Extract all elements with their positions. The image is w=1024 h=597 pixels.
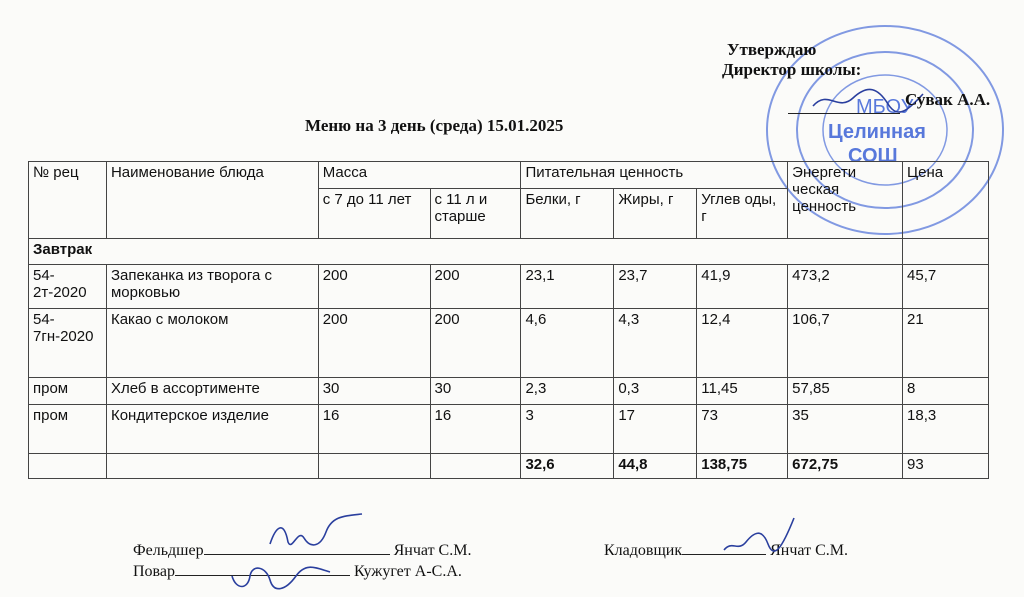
cell-fat: 4,3 [614, 309, 697, 378]
cell-protein: 3 [521, 405, 614, 454]
col-header-mass-young: с 7 до 11 лет [318, 189, 430, 239]
cell-energy: 473,2 [788, 265, 903, 309]
cell-name: Кондитерское изделие [106, 405, 318, 454]
cell-empty [29, 454, 107, 479]
total-price: 93 [903, 454, 989, 479]
page-title: Меню на 3 день (среда) 15.01.2025 [305, 116, 564, 135]
total-protein: 32,6 [521, 454, 614, 479]
cell-empty [318, 454, 430, 479]
approval-block [722, 40, 861, 80]
cell-carbs: 41,9 [697, 265, 788, 309]
section-empty-cell [903, 239, 989, 265]
director-title: Директор школы: [722, 60, 862, 79]
storekeeper-label: Кладовщик [604, 542, 683, 559]
director-name: Сувак А.А. [905, 90, 991, 109]
cell-mass-young: 200 [318, 265, 430, 309]
table-row [29, 265, 989, 309]
col-header-nutrition: Питательная ценность [521, 162, 788, 189]
cell-carbs: 11,45 [697, 378, 788, 405]
cell-name: Какао с молоком [106, 309, 318, 378]
cell-energy: 35 [788, 405, 903, 454]
medic-signature [262, 508, 372, 554]
storekeeper-signature [718, 512, 798, 558]
cook-name: Кужугет А-С.А. [354, 563, 462, 580]
cell-num: пром [29, 405, 107, 454]
cell-mass-old: 200 [430, 309, 521, 378]
storekeeper-name: Янчат С.М. [770, 542, 848, 559]
col-header-num: № рец [29, 162, 107, 239]
total-energy: 672,75 [788, 454, 903, 479]
table-row [29, 378, 989, 405]
table-row [29, 405, 989, 454]
cell-price: 45,7 [903, 265, 989, 309]
cell-name: Хлеб в ассортименте [106, 378, 318, 405]
cell-price: 8 [903, 378, 989, 405]
cell-num: 54-7гн-2020 [29, 309, 107, 378]
col-header-carbs: Углев оды, г [697, 189, 788, 239]
cell-carbs: 12,4 [697, 309, 788, 378]
cell-mass-old: 30 [430, 378, 521, 405]
cell-protein: 23,1 [521, 265, 614, 309]
svg-text:СОШ: СОШ [848, 145, 898, 167]
col-header-fat: Жиры, г [614, 189, 697, 239]
cell-carbs: 73 [697, 405, 788, 454]
cell-name: Запеканка из творога с морковью [106, 265, 318, 309]
col-header-protein: Белки, г [521, 189, 614, 239]
cell-protein: 4,6 [521, 309, 614, 378]
approve-label: Утверждаю [727, 40, 817, 59]
cell-num: пром [29, 378, 107, 405]
medic-label: Фельдшер [133, 542, 204, 559]
cell-empty [106, 454, 318, 479]
totals-row [29, 454, 989, 479]
cell-empty [430, 454, 521, 479]
cell-price: 18,3 [903, 405, 989, 454]
section-breakfast: Завтрак [29, 239, 903, 265]
menu-table [28, 161, 989, 479]
svg-text:МБОУ: МБОУ [856, 96, 914, 118]
cell-mass-old: 200 [430, 265, 521, 309]
svg-text:Целинная: Целинная [828, 121, 926, 143]
cell-price: 21 [903, 309, 989, 378]
col-header-price: Цена [903, 162, 989, 239]
cell-fat: 17 [614, 405, 697, 454]
total-carbs: 138,75 [697, 454, 788, 479]
total-fat: 44,8 [614, 454, 697, 479]
col-header-energy: Энергети ческая ценность [788, 162, 903, 239]
cell-fat: 23,7 [614, 265, 697, 309]
cook-label: Повар [133, 563, 175, 580]
cell-protein: 2,3 [521, 378, 614, 405]
cell-num: 54-2т-2020 [29, 265, 107, 309]
col-header-name: Наименование блюда [106, 162, 318, 239]
table-header-row [29, 162, 989, 189]
cell-mass-old: 16 [430, 405, 521, 454]
col-header-mass-old: с 11 л и старше [430, 189, 521, 239]
cell-fat: 0,3 [614, 378, 697, 405]
cell-mass-young: 200 [318, 309, 430, 378]
table-row [29, 309, 989, 378]
cell-mass-young: 30 [318, 378, 430, 405]
cell-energy: 106,7 [788, 309, 903, 378]
cell-mass-young: 16 [318, 405, 430, 454]
cell-energy: 57,85 [788, 378, 903, 405]
section-row [29, 239, 989, 265]
cook-signature [226, 556, 336, 596]
medic-name: Янчат С.М. [393, 542, 472, 559]
col-header-mass: Масса [318, 162, 521, 189]
